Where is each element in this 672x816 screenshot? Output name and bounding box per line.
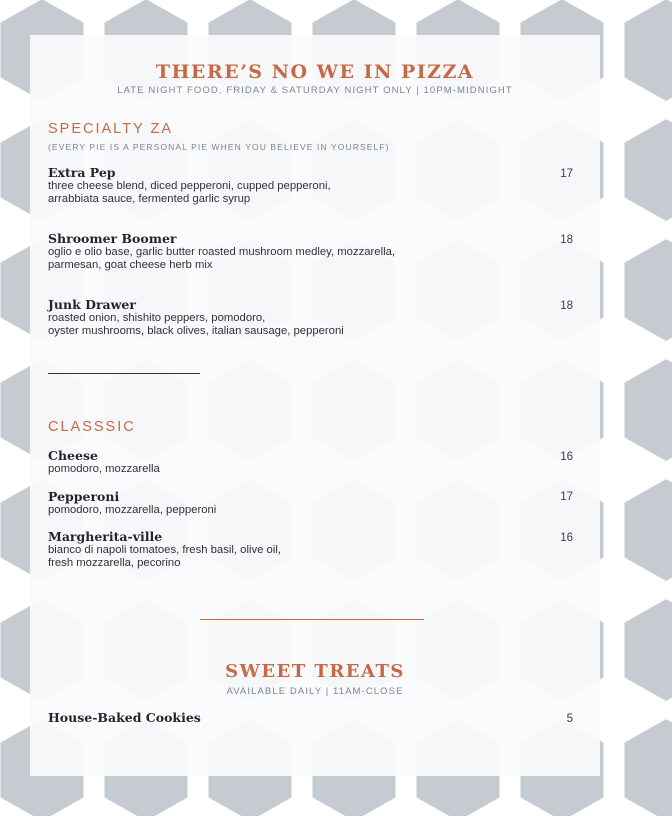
menu-item-price: 16 — [560, 532, 573, 544]
specialty-note: (EVERY PIE IS A PERSONAL PIE WHEN YOU BELIEVE IN YOURSELF) — [48, 142, 390, 152]
menu-item-description: bianco di napoli tomatoes, fresh basil, olive oil, fresh mozzarella, pecorino — [48, 544, 281, 569]
sweet-heading: SWEET TREATS — [225, 661, 405, 682]
menu-item-price: 16 — [560, 451, 573, 463]
menu-item-description: pomodoro, mozzarella — [48, 463, 160, 475]
section-divider-accent — [200, 619, 424, 620]
menu-item-price: 17 — [560, 491, 573, 503]
menu-item-description: pomodoro, mozzarella, pepperoni — [48, 504, 217, 516]
menu-item-name: Shroomer Boomer — [48, 231, 177, 246]
menu-item-price: 17 — [560, 168, 573, 180]
menu-item-price: 5 — [566, 713, 573, 725]
menu-item-name: Junk Drawer — [48, 297, 136, 312]
menu-item-description: oglio e olio base, garlic butter roasted mushroom medley, mozzarella, parmesan, goat cheese herb mix — [48, 246, 396, 271]
menu-item-name: Margherita-ville — [48, 529, 163, 544]
menu-item-price: 18 — [560, 234, 573, 246]
menu-item-description: roasted onion, shishito peppers, pomodoro, oyster mushrooms, black olives, italian sausage, pepperoni — [48, 312, 344, 337]
menu-item-name: Extra Pep — [48, 165, 116, 180]
menu-item-name: Pepperoni — [48, 489, 120, 504]
section-divider — [48, 373, 200, 374]
menu-title: THERE’S NO WE IN PIZZA — [155, 61, 475, 83]
menu-panel — [30, 35, 600, 776]
menu-subtitle: LATE NIGHT FOOD, FRIDAY & SATURDAY NIGHT ONLY | 10PM-MIDNIGHT — [117, 85, 513, 96]
sweet-subtitle: AVAILABLE DAILY | 11AM-CLOSE — [226, 686, 404, 697]
classic-heading: CLASSSIC — [48, 419, 136, 435]
menu-item-name: House-Baked Cookies — [48, 710, 201, 725]
menu-item-description: three cheese blend, diced pepperoni, cupped pepperoni, arrabbiata sauce, fermented garlic syrup — [48, 180, 331, 205]
specialty-heading: SPECIALTY ZA — [48, 121, 173, 137]
menu-item-price: 18 — [560, 300, 573, 312]
menu-item-name: Cheese — [48, 448, 98, 463]
